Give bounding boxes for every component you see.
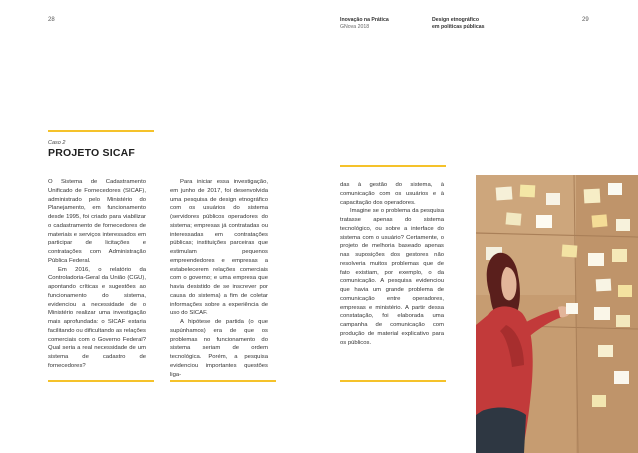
- section-title: Design etnográfico: [432, 17, 479, 23]
- page-number-left: 28: [48, 17, 55, 23]
- top-rule-right: [340, 165, 446, 167]
- case-label: Caso 2: [48, 140, 66, 146]
- text-column-3: [340, 181, 444, 347]
- paragraph: Em 2016, o relatório da Controladoria-Geral da União (CGU), apontando críticas e sugestões ao funcionamento do sistema, evidenciou a necessidade de o Ministério realizar uma investigação mais aprofundada: o SICAF estaria facilitando ou dificultando as relações comerciais com o Governo Federal? Qual seria a real necessidade de um sistema de cadastro de fornecedores?: [48, 266, 146, 369]
- bottom-rule-1: [48, 380, 154, 382]
- bottom-rule-2: [170, 380, 276, 382]
- workshop-photo: [476, 175, 638, 453]
- publication-title: Inovação na Prática: [340, 17, 389, 23]
- section-subtitle: em políticas públicas: [432, 24, 485, 30]
- top-rule-left: [48, 130, 154, 132]
- page-number-right: 29: [582, 17, 589, 23]
- paragraph: A hipótese de partida (o que supúnhamos) era de que os problemas no funcionamento do sistema seriam de ordem tecnológica. Porém, a pesquisa evidenciou importantes questões liga-: [170, 319, 268, 378]
- case-title: PROJETO SICAF: [48, 147, 136, 159]
- text-column-2: [170, 178, 268, 379]
- paragraph: Imagine se o problema da pesquisa tratasse apenas do sistema tecnológico, ou sobre a interface do sistema com o usuário? Certamente, o projeto de melhoria baseado apenas nas suposições dos gestores não resolveria muitos problemas que de fato existiam, por exemplo, o da comunicação. A pesquisa evidenciou que havia um grande problema de comunicação entre operadores, empresas e ministério. A partir dessa constatação, foi elaborada uma campanha de comunicação com produção de material explicativo para os públicos.: [340, 208, 444, 346]
- paragraph: Para iniciar essa investigação, em junho de 2017, foi desenvolvida uma pesquisa de design etnográfico com os usuários do sistema (servidores públicos operadores do sistema; empresas já contratadas ou interessadas em contratações públicas; instituições parceiras que estimulam pequenos empreendedores e empresas a estabelecerem relações comerciais com o governo; e uma empresa que havia desistido de se inscrever por causa do sistema) a fim de coletar informações sobre a experiência de uso do SICAF.: [170, 179, 268, 317]
- paragraph: das à gestão do sistema, à comunicação com os usuários e à capacitação dos operadores.: [340, 182, 444, 206]
- section-header: [432, 17, 484, 31]
- text-column-1: [48, 178, 146, 371]
- paragraph: O Sistema de Cadastramento Unificado de Fornecedores (SICAF), administrado pelo Ministério do Planejamento, em funcionamento desde 1995, foi criado para viabilizar o cadastramento de fornecedores de materiais e serviços interessados em participar de licitações e contratações com Administração Pública Federal.: [48, 179, 146, 264]
- workshop-photo-illustration: [476, 175, 638, 453]
- publication-subtitle: GNova 2018: [340, 24, 370, 30]
- publication-header: [340, 17, 389, 31]
- bottom-rule-3: [340, 380, 446, 382]
